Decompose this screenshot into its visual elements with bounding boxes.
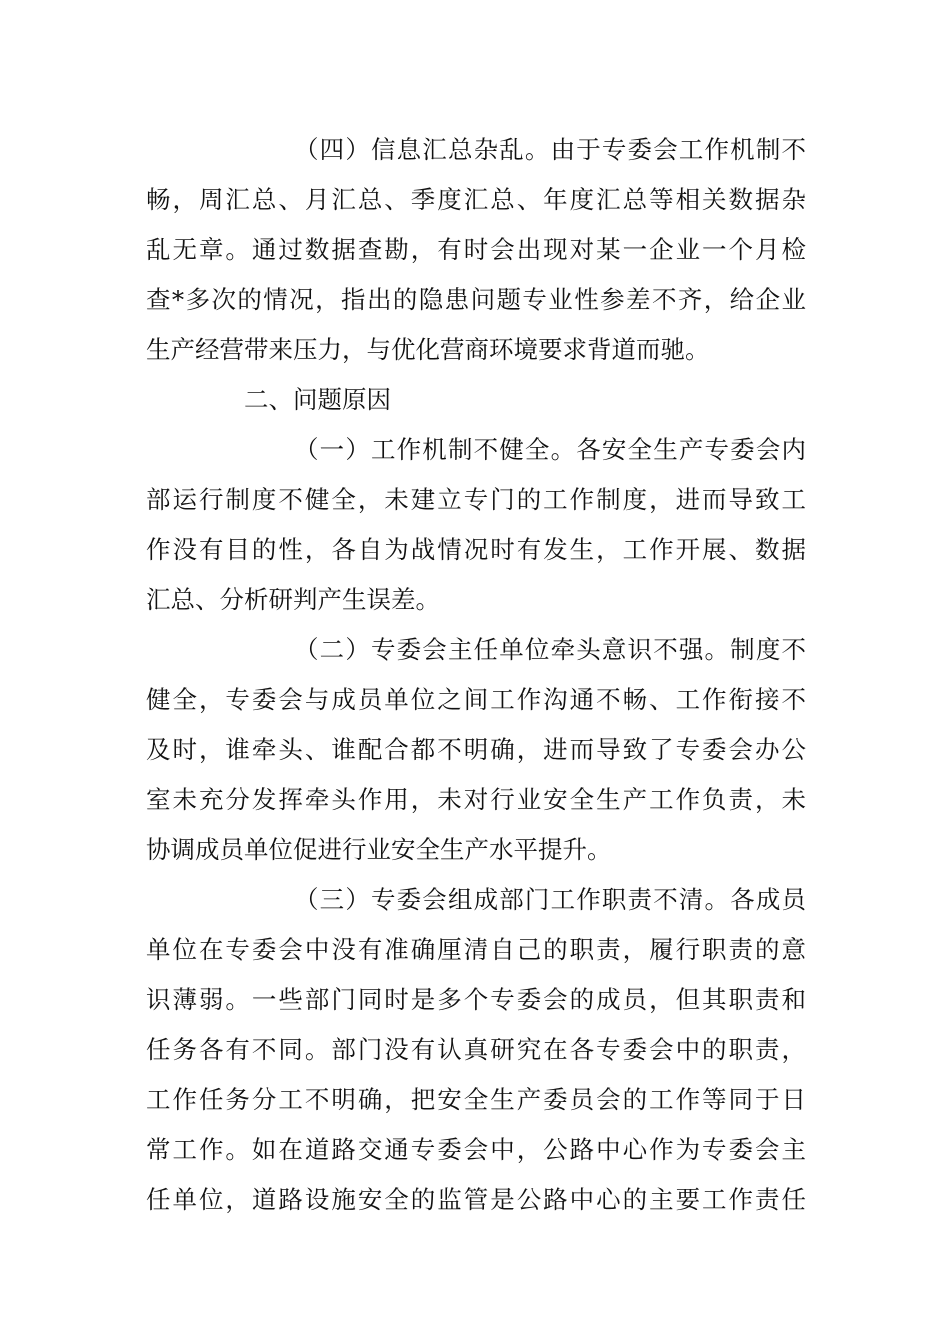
paragraph-1-line-4: 汇总、分析研判产生误差。 xyxy=(146,585,440,614)
paragraph-1-line-2: 部运行制度不健全，未建立专门的工作制度，进而导致工 xyxy=(146,485,806,514)
paragraph-3-line-6: 常工作。如在道路交通专委会中，公路中心作为专委会主 xyxy=(146,1135,806,1164)
paragraph-4-line-4: 查*多次的情况，指出的隐患问题专业性参差不齐，给企业 xyxy=(146,285,806,314)
paragraph-4-line-2: 畅，周汇总、月汇总、季度汇总、年度汇总等相关数据杂 xyxy=(146,185,806,214)
paragraph-2-line-4: 室未充分发挥牵头作用，未对行业安全生产工作负责，未 xyxy=(146,785,806,814)
paragraph-4-line-5: 生产经营带来压力，与优化营商环境要求背道而驰。 xyxy=(146,335,710,364)
paragraph-4-line-3: 乱无章。通过数据查勘，有时会出现对某一企业一个月检 xyxy=(146,235,806,264)
paragraph-2-line-3: 及时，谁牵头、谁配合都不明确，进而导致了专委会办公 xyxy=(146,735,806,764)
section-heading-2: 二、问题原因 xyxy=(244,385,391,414)
paragraph-3-line-2: 单位在专委会中没有准确厘清自己的职责，履行职责的意 xyxy=(146,935,806,964)
paragraph-1-line-3: 作没有目的性，各自为战情况时有发生，工作开展、数据 xyxy=(146,535,806,564)
paragraph-3-line-3: 识薄弱。一些部门同时是多个专委会的成员，但其职责和 xyxy=(146,985,806,1014)
paragraph-3-line-1: （三）专委会组成部门工作职责不清。各成员 xyxy=(294,885,806,914)
paragraph-1-line-1: （一）工作机制不健全。各安全生产专委会内 xyxy=(294,435,806,464)
paragraph-3-line-7: 任单位，道路设施安全的监管是公路中心的主要工作责任 xyxy=(146,1185,806,1214)
paragraph-2-line-5: 协调成员单位促进行业安全生产水平提升。 xyxy=(146,835,612,864)
paragraph-3-line-4: 任务各有不同。部门没有认真研究在各专委会中的职责， xyxy=(146,1035,806,1064)
paragraph-2-line-1: （二）专委会主任单位牵头意识不强。制度不 xyxy=(294,635,806,664)
paragraph-2-line-2: 健全，专委会与成员单位之间工作沟通不畅、工作衔接不 xyxy=(146,685,806,714)
paragraph-3-line-5: 工作任务分工不明确，把安全生产委员会的工作等同于日 xyxy=(146,1085,806,1114)
paragraph-4-line-1: （四）信息汇总杂乱。由于专委会工作机制不 xyxy=(294,135,806,164)
